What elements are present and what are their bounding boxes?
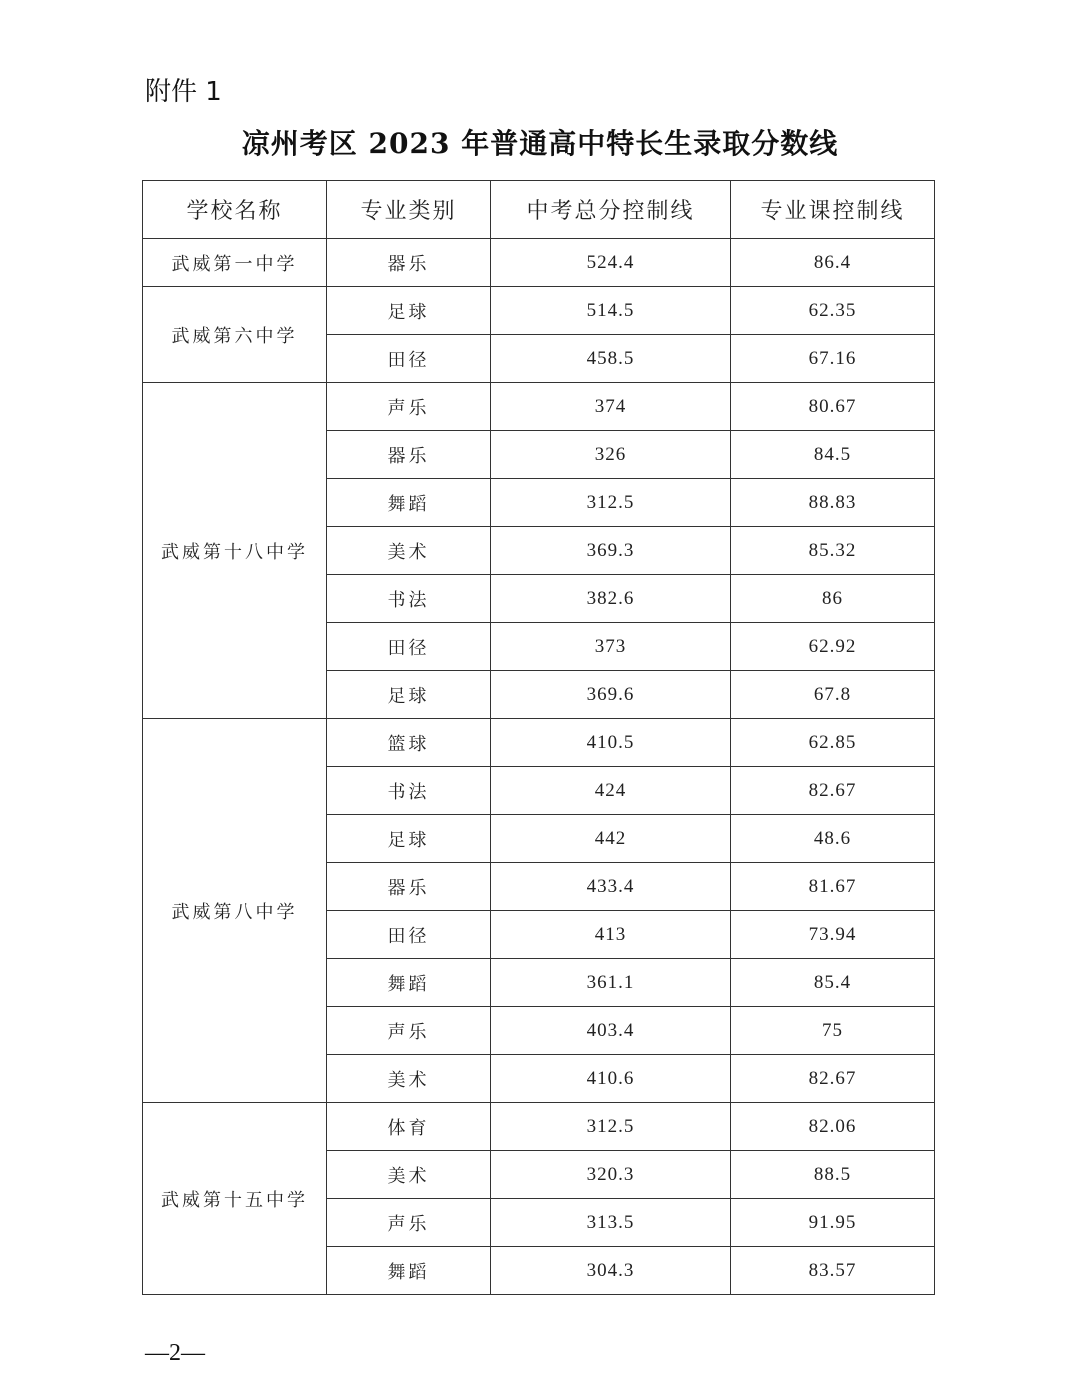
- professional-score-cell: 62.35: [731, 287, 935, 335]
- table-row: [143, 287, 935, 335]
- professional-score-cell: 88.5: [731, 1151, 935, 1199]
- total-score-cell: 312.5: [491, 1103, 731, 1151]
- category-cell: 田径: [327, 911, 491, 959]
- category-cell: 舞蹈: [327, 1247, 491, 1295]
- professional-score-cell: 86: [731, 575, 935, 623]
- category-cell: 田径: [327, 623, 491, 671]
- category-cell: 声乐: [327, 1007, 491, 1055]
- category-cell: 舞蹈: [327, 479, 491, 527]
- total-score-cell: 403.4: [491, 1007, 731, 1055]
- professional-score-cell: 62.92: [731, 623, 935, 671]
- category-cell: 器乐: [327, 863, 491, 911]
- total-score-cell: 524.4: [491, 239, 731, 287]
- total-score-cell: 374: [491, 383, 731, 431]
- total-score-cell: 369.3: [491, 527, 731, 575]
- header-professional-score-line: 专业课控制线: [731, 181, 935, 239]
- professional-score-cell: 82.67: [731, 1055, 935, 1103]
- category-cell: 足球: [327, 671, 491, 719]
- total-score-cell: 413: [491, 911, 731, 959]
- school-name-cell: 武威第一中学: [143, 239, 327, 287]
- total-score-cell: 433.4: [491, 863, 731, 911]
- category-cell: 声乐: [327, 383, 491, 431]
- professional-score-cell: 73.94: [731, 911, 935, 959]
- school-name-cell: 武威第十五中学: [143, 1103, 327, 1295]
- professional-score-cell: 82.06: [731, 1103, 935, 1151]
- professional-score-cell: 83.57: [731, 1247, 935, 1295]
- total-score-cell: 458.5: [491, 335, 731, 383]
- category-cell: 器乐: [327, 239, 491, 287]
- professional-score-cell: 80.67: [731, 383, 935, 431]
- category-cell: 田径: [327, 335, 491, 383]
- total-score-cell: 369.6: [491, 671, 731, 719]
- category-cell: 足球: [327, 815, 491, 863]
- professional-score-cell: 67.8: [731, 671, 935, 719]
- professional-score-cell: 67.16: [731, 335, 935, 383]
- total-score-cell: 514.5: [491, 287, 731, 335]
- header-total-score-line: 中考总分控制线: [491, 181, 731, 239]
- header-row: [143, 181, 935, 239]
- school-name-cell: 武威第六中学: [143, 287, 327, 383]
- total-score-cell: 320.3: [491, 1151, 731, 1199]
- professional-score-cell: 85.32: [731, 527, 935, 575]
- total-score-cell: 373: [491, 623, 731, 671]
- category-cell: 美术: [327, 1151, 491, 1199]
- total-score-cell: 361.1: [491, 959, 731, 1007]
- professional-score-cell: 82.67: [731, 767, 935, 815]
- total-score-cell: 410.5: [491, 719, 731, 767]
- category-cell: 书法: [327, 575, 491, 623]
- admission-score-table: [142, 180, 935, 1295]
- page-number: —2—: [145, 1340, 205, 1366]
- table-body: [143, 239, 935, 1295]
- total-score-cell: 410.6: [491, 1055, 731, 1103]
- category-cell: 美术: [327, 527, 491, 575]
- header-category: 专业类别: [327, 181, 491, 239]
- school-name-cell: 武威第十八中学: [143, 383, 327, 719]
- professional-score-cell: 85.4: [731, 959, 935, 1007]
- category-cell: 声乐: [327, 1199, 491, 1247]
- category-cell: 舞蹈: [327, 959, 491, 1007]
- total-score-cell: 424: [491, 767, 731, 815]
- professional-score-cell: 81.67: [731, 863, 935, 911]
- total-score-cell: 313.5: [491, 1199, 731, 1247]
- total-score-cell: 312.5: [491, 479, 731, 527]
- table-row: [143, 1103, 935, 1151]
- total-score-cell: 382.6: [491, 575, 731, 623]
- category-cell: 体育: [327, 1103, 491, 1151]
- header-school: 学校名称: [143, 181, 327, 239]
- total-score-cell: 326: [491, 431, 731, 479]
- attachment-label: 附件 1: [145, 77, 222, 107]
- category-cell: 器乐: [327, 431, 491, 479]
- category-cell: 篮球: [327, 719, 491, 767]
- table-row: [143, 383, 935, 431]
- professional-score-cell: 84.5: [731, 431, 935, 479]
- category-cell: 足球: [327, 287, 491, 335]
- category-cell: 书法: [327, 767, 491, 815]
- table-row: [143, 239, 935, 287]
- professional-score-cell: 75: [731, 1007, 935, 1055]
- category-cell: 美术: [327, 1055, 491, 1103]
- total-score-cell: 442: [491, 815, 731, 863]
- professional-score-cell: 86.4: [731, 239, 935, 287]
- professional-score-cell: 88.83: [731, 479, 935, 527]
- total-score-cell: 304.3: [491, 1247, 731, 1295]
- table-row: [143, 719, 935, 767]
- table-header: [143, 181, 935, 239]
- professional-score-cell: 48.6: [731, 815, 935, 863]
- professional-score-cell: 91.95: [731, 1199, 935, 1247]
- professional-score-cell: 62.85: [731, 719, 935, 767]
- document-title: 凉州考区 2023 年普通高中特长生录取分数线: [241, 127, 839, 160]
- school-name-cell: 武威第八中学: [143, 719, 327, 1103]
